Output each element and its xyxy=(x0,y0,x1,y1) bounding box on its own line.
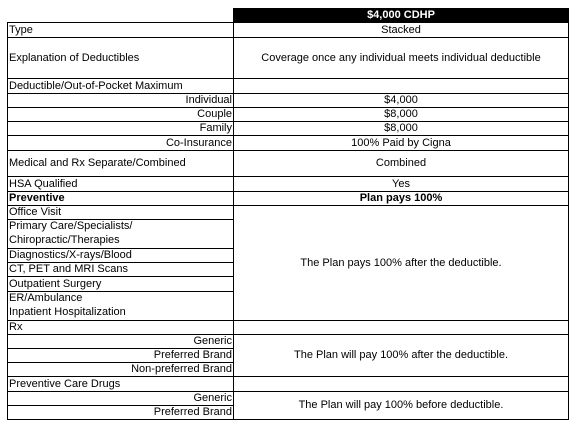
explanation-row xyxy=(8,38,569,79)
preventive-drugs-blank xyxy=(234,377,569,392)
coinsurance-label: Co-Insurance xyxy=(8,136,234,151)
diagnostics-label: Diagnostics/X-rays/Blood xyxy=(8,249,234,263)
office-visit-label: Office Visit xyxy=(8,206,234,220)
type-value: Stacked xyxy=(234,23,569,38)
primary-care-label-2: Chiropractic/Therapies xyxy=(8,234,234,249)
ct-pet-mri-label: CT, PET and MRI Scans xyxy=(8,263,234,277)
family-row xyxy=(8,122,569,136)
individual-row xyxy=(8,94,569,108)
couple-row xyxy=(8,108,569,122)
hsa-value: Yes xyxy=(234,177,569,192)
coinsurance-row xyxy=(8,136,569,151)
preventive-value: Plan pays 100% xyxy=(234,192,569,206)
rx-non-preferred-label: Non-preferred Brand xyxy=(8,363,234,377)
med-rx-row xyxy=(8,151,569,177)
plan-comparison-table xyxy=(7,8,569,420)
header-row xyxy=(8,9,569,23)
med-rx-value: Combined xyxy=(234,151,569,177)
preventive-label: Preventive xyxy=(8,192,234,206)
rx-generic-label: Generic xyxy=(8,335,234,349)
coinsurance-value: 100% Paid by Cigna xyxy=(234,136,569,151)
plan-header: $4,000 CDHP xyxy=(234,9,569,23)
hsa-label: HSA Qualified xyxy=(8,177,234,192)
med-rx-label: Medical and Rx Separate/Combined xyxy=(8,151,234,177)
rx-value xyxy=(234,321,569,335)
outpatient-label: Outpatient Surgery xyxy=(8,277,234,292)
explanation-value: Coverage once any individual meets individual deductible xyxy=(234,38,569,79)
family-label: Family xyxy=(8,122,234,136)
hsa-row xyxy=(8,177,569,192)
family-value: $8,000 xyxy=(234,122,569,136)
couple-label: Couple xyxy=(8,108,234,122)
preventive-drugs-generic-label: Generic xyxy=(8,392,234,406)
explanation-label: Explanation of Deductibles xyxy=(8,38,234,79)
preventive-drugs-value: The Plan will pay 100% before deductible. xyxy=(234,392,569,420)
rx-generic-row xyxy=(8,335,569,349)
rx-label: Rx xyxy=(8,321,234,335)
type-row xyxy=(8,23,569,38)
type-label: Type xyxy=(8,23,234,38)
individual-label: Individual xyxy=(8,94,234,108)
preventive-drugs-generic-row xyxy=(8,392,569,406)
individual-value: $4,000 xyxy=(234,94,569,108)
deductible-oop-label: Deductible/Out-of-Pocket Maximum xyxy=(8,79,234,94)
deductible-oop-row xyxy=(8,79,569,94)
rx-preferred-label: Preferred Brand xyxy=(8,349,234,363)
preventive-drugs-row xyxy=(8,377,569,392)
primary-care-label-1: Primary Care/Specialists/ xyxy=(8,220,234,234)
header-blank-cell xyxy=(8,9,234,23)
couple-value: $8,000 xyxy=(234,108,569,122)
deductible-oop-value xyxy=(234,79,569,94)
services-value: The Plan pays 100% after the deductible. xyxy=(234,206,569,321)
preventive-drugs-label: Preventive Care Drugs xyxy=(8,377,234,392)
rx-row xyxy=(8,321,569,335)
er-label: ER/Ambulance xyxy=(8,292,234,306)
office-visit-row xyxy=(8,206,569,220)
preventive-row xyxy=(8,192,569,206)
preventive-drugs-preferred-label: Preferred Brand xyxy=(8,406,234,420)
rx-value-text: The Plan will pay 100% after the deductible. xyxy=(234,335,569,377)
inpatient-label: Inpatient Hospitalization xyxy=(8,306,234,321)
